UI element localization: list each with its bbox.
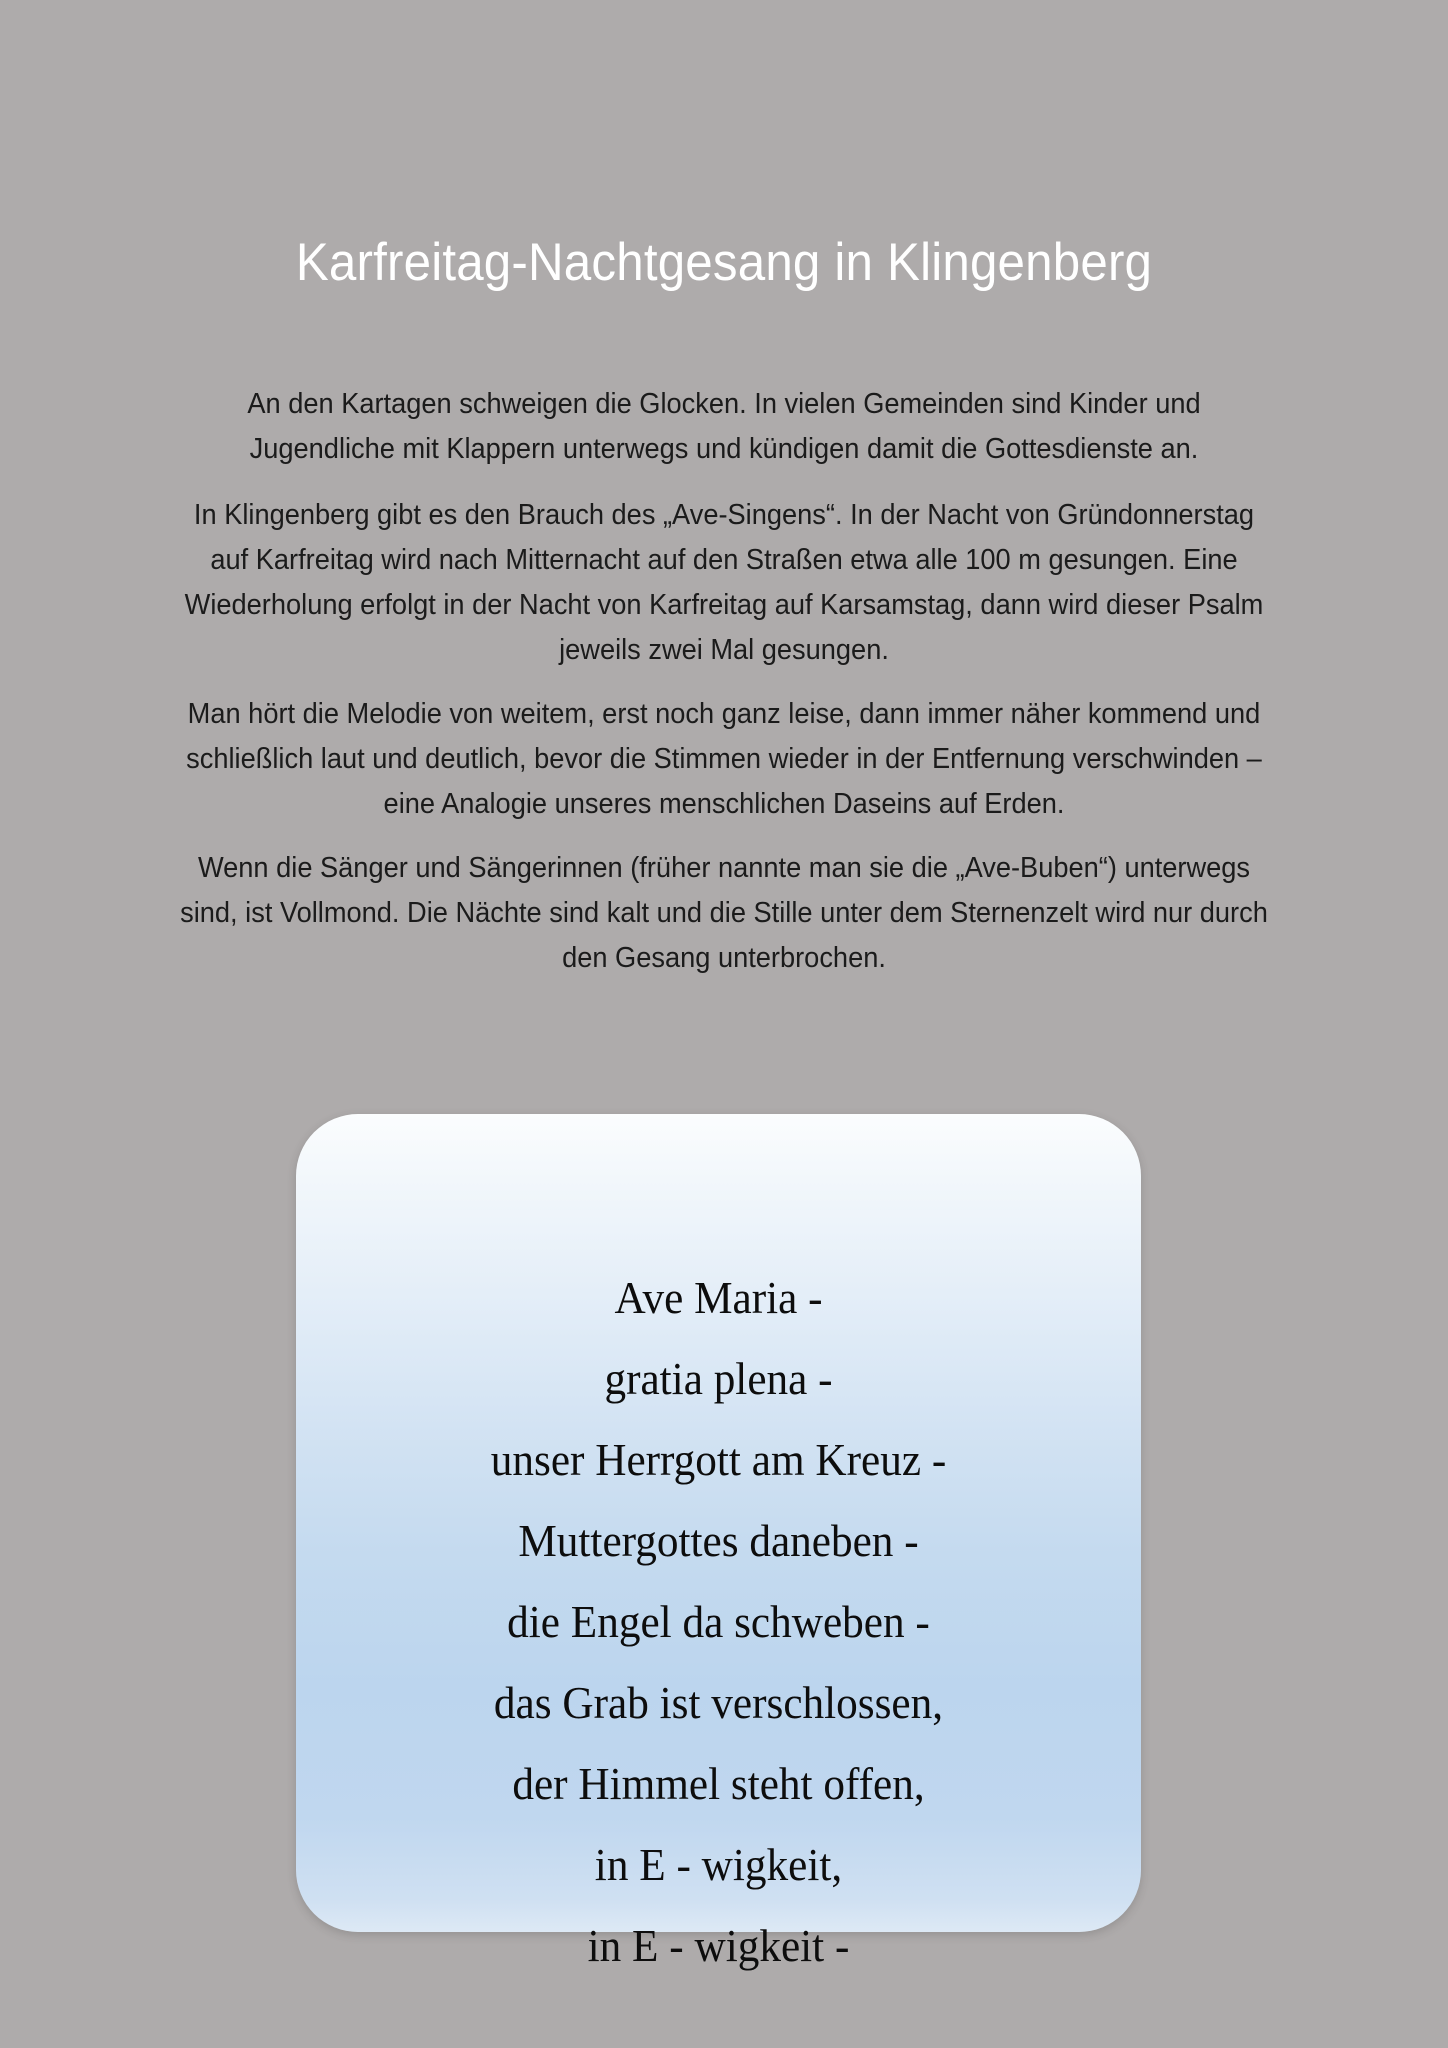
prayer-line: die Engel da schweben - [507, 1596, 930, 1647]
paragraph: Wenn die Sänger und Sängerinnen (früher nannte man sie die „Ave-Buben“) unterwegs sind, ist Vollmond. Die Nächte sind kalt und die Stille unter dem Sternenzelt wird nur durch den Gesang unterbrochen. [180, 852, 1268, 974]
prayer-line: gratia plena - [604, 1353, 833, 1404]
prayer-card [296, 1114, 1141, 1971]
prayer-line: in E - wigkeit - [587, 1920, 850, 1971]
prayer-line: in E - wigkeit, [594, 1839, 843, 1890]
paragraph: Man hört die Melodie von weitem, erst noch ganz leise, dann immer näher kommend und schließlich laut und deutlich, bevor die Stimmen wieder in der Entfernung verschwinden – eine Analogie unseres menschlichen Daseins auf Erden. [186, 698, 1262, 820]
prayer-line: Ave Maria - [614, 1272, 823, 1323]
paragraph: In Klingenberg gibt es den Brauch des „Ave-Singens“. In der Nacht von Gründonnerstag auf Karfreitag wird nach Mitternacht auf den Straßen etwa alle 100 m gesungen. Eine Wiederholung erfolgt in der Nacht von Karfreitag auf Karsamstag, dann wird dieser Psalm jeweils zwei Mal gesungen. [184, 499, 1264, 666]
prayer-line: Muttergottes daneben - [518, 1515, 919, 1566]
prayer-line: unser Herrgott am Kreuz - [490, 1434, 947, 1485]
article-body [149, 382, 1299, 981]
page-title: Karfreitag-Nachtgesang in Klingenberg [295, 232, 1153, 292]
prayer-line: der Himmel steht offen, [512, 1758, 925, 1809]
prayer-line: das Grab ist verschlossen, [493, 1677, 944, 1728]
paragraph: An den Kartagen schweigen die Glocken. In vielen Gemeinden sind Kinder und Jugendliche mit Klappern unterwegs und kündigen damit die Gottesdienste an. [247, 388, 1201, 465]
prayer-text-block [296, 1257, 1141, 1986]
